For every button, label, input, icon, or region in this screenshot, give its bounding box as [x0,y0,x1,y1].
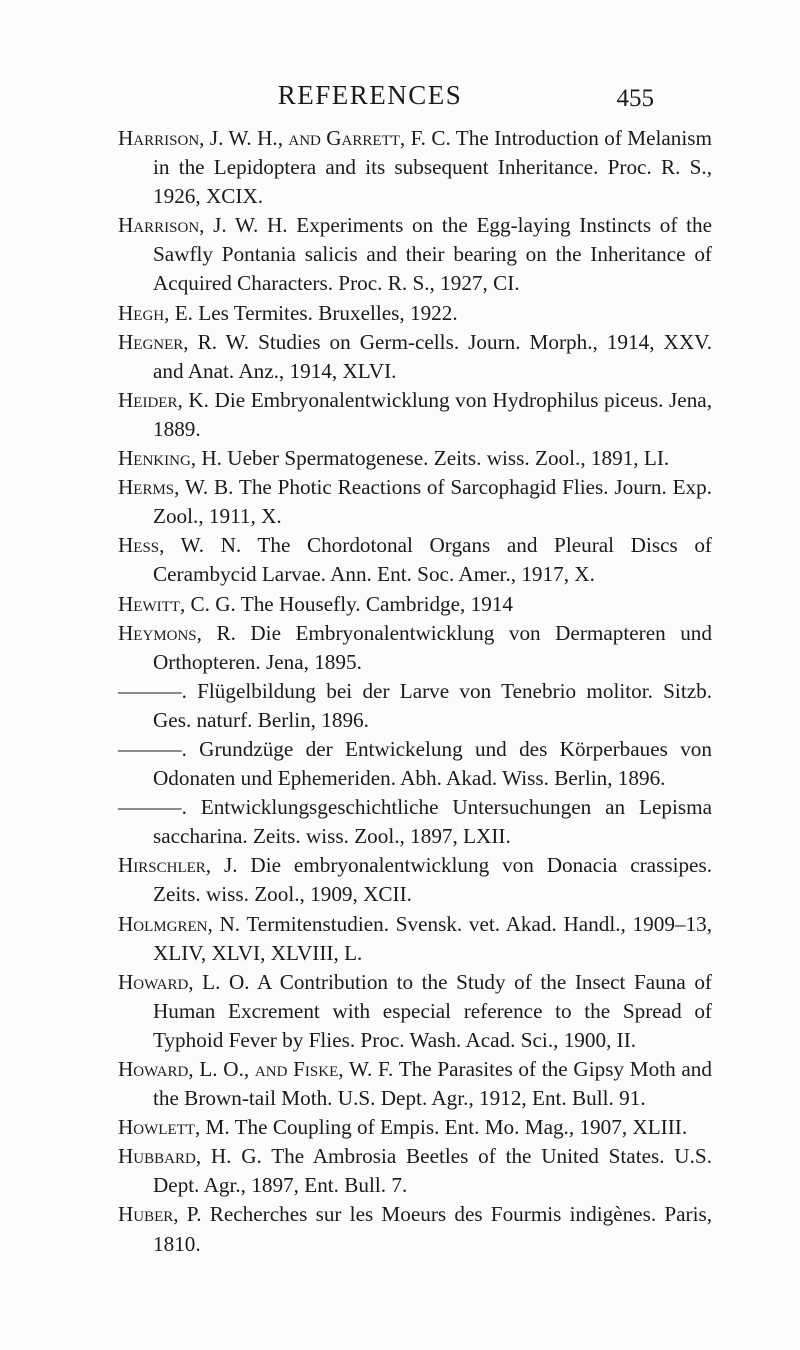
page-number: 455 [616,85,654,112]
reference-text: The Chordotonal Organs and Pleural Discs of Cerambycid Larvae. Ann. Ent. Soc. Amer., 1917, X. [153,533,712,587]
reference-text: ———. Flügelbildung bei der Larve von Tenebrio molitor. Sitzb. Ges. naturf. Berlin, 1896. [118,678,712,732]
reference-text: Les Termites. Bruxelles, 1922. [192,300,458,325]
reference-entry [118,619,712,677]
reference-entry [118,793,712,851]
reference-text: A Contribution to the Study of the Insect Fauna of Human Excrement with especial reference to the Spread of Typhoid Fever by Flies. Proc. Wash. Acad. Sci., 1900, II. [153,969,712,1052]
reference-entry [118,735,712,793]
reference-list [118,124,712,1259]
reference-text: The Introduction of Melanism in the Lepidoptera and its subsequent Inheritance. Proc. R. S., 1926, XCIX. [153,126,712,209]
reference-text: The Parasites of the Gipsy Moth and the Brown-tail Moth. U.S. Dept. Agr., 1912, Ent. Bull. 91. [153,1057,712,1111]
reference-entry [118,968,712,1055]
reference-text: Die Embryonalentwicklung von Dermapteren und Orthopteren. Jena, 1895. [153,620,712,674]
reference-text: The Coupling of Empis. Ent. Mo. Mag., 1907, XLIII. [229,1115,688,1140]
reference-author: Harrison, J. W. H., and Garrett, F. C. [118,126,451,150]
reference-author: Hegh, E. [118,300,193,325]
reference-author: Hess, W. N. [118,533,242,558]
reference-entry [118,910,712,968]
reference-entry [118,1200,712,1258]
reference-author: Hewitt, C. G. [118,591,236,616]
reference-author: Heider, K. [118,387,209,412]
reference-entry [118,531,712,589]
reference-author: Hirschler, J. [118,853,238,878]
reference-author: Holmgren, N. [118,911,241,936]
reference-entry [118,1113,712,1142]
reference-entry [118,1142,712,1200]
reference-entry [118,1055,712,1113]
reference-entry [118,590,712,619]
reference-entry [118,211,712,298]
reference-text: Studies on Germ-cells. Journ. Morph., 1914, XXV. and Anat. Anz., 1914, XLVI. [153,329,712,383]
reference-text: The Photic Reactions of Sarcophagid Flies. Journ. Exp. Zool., 1911, X. [153,475,712,529]
reference-text: Die embryonalentwicklung von Donacia crassipes. Zeits. wiss. Zool., 1909, XCII. [153,853,712,907]
reference-text: The Housefly. Cambridge, 1914 [235,591,514,616]
reference-author: Howard, L. O., and Fiske, W. F. [118,1057,394,1081]
page-header [0,80,800,120]
reference-author: Heymons, R. [118,620,236,645]
reference-text: ———. Entwicklungsgeschichtliche Untersuchungen an Lepisma saccharina. Zeits. wiss. Zool., 1897, LXII. [118,795,712,849]
reference-author: Harrison, J. W. H. [118,213,288,238]
reference-text: Die Embryonalentwicklung von Hydrophilus piceus. Jena, 1889. [153,387,712,441]
reference-text: Recherches sur les Moeurs des Fourmis indigènes. Paris, 1810. [153,1202,712,1256]
running-head: REFERENCES [277,80,463,110]
reference-entry [118,124,712,211]
reference-author: Howard, L. O. [118,969,250,994]
reference-entry [118,386,712,444]
reference-entry [118,328,712,386]
reference-entry [118,677,712,735]
reference-text: Termitenstudien. Svensk. vet. Akad. Handl., 1909–13, XLIV, XLVI, XLVIII, L. [153,911,712,965]
reference-entry [118,444,712,473]
reference-author: Hubbard, H. G. [118,1144,262,1169]
reference-author: Howlett, M. [118,1115,230,1140]
reference-entry [118,299,712,328]
reference-text: Experiments on the Egg-laying Instincts of the Sawfly Pontania salicis and their bearing on the Inheritance of Acquired Characters. Proc. R. S., 1927, CI. [153,213,712,296]
reference-author: Herms, W. B. [118,475,234,500]
reference-author: Hegner, R. W. [118,329,250,354]
reference-text: The Ambrosia Beetles of the United States. U.S. Dept. Agr., 1897, Ent. Bull. 7. [153,1144,712,1198]
reference-entry [118,851,712,909]
reference-entry [118,473,712,531]
reference-text: ———. Grundzüge der Entwickelung und des Körperbaues von Odonaten und Ephemeriden. Abh. Akad. Wiss. Berlin, 1896. [118,736,712,791]
reference-text: Ueber Spermatogenese. Zeits. wiss. Zool., 1891, LI. [221,446,670,471]
reference-author: Henking, H. [118,446,222,471]
reference-author: Huber, P. [118,1202,202,1227]
